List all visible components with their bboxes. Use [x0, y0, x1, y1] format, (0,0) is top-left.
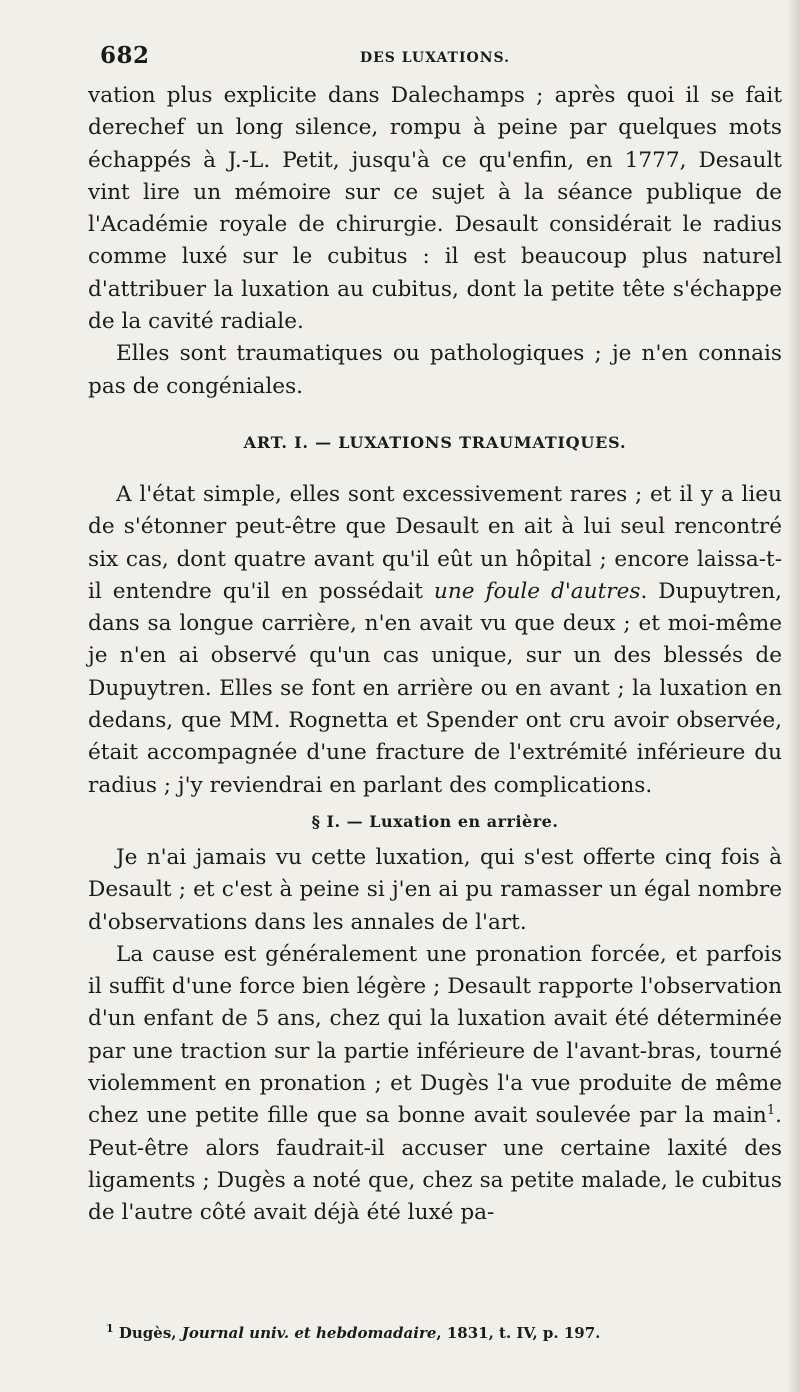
book-page — [88, 0, 782, 1392]
paragraph-simple-state — [88, 479, 782, 802]
article-heading: ART. I. — LUXATIONS TRAUMATIQUES. — [243, 432, 627, 452]
running-title: DES LUXATIONS. — [360, 50, 510, 66]
footnote-reference: 1 — [766, 1103, 776, 1119]
scan-shadow — [786, 0, 800, 1392]
footnote — [106, 1318, 766, 1344]
paragraph-text: A l'état simple, elles sont excessivement rares ; et il y a lieu de s'étonner peut-être que Desault en ait à lui seul rencontré six cas, dont quatre avant qu'il eût un hôpital ; encore laissa-t-il entendre qu'il en possédait — [88, 481, 782, 604]
footnote-details: , 1831, t. IV, p. 197. — [436, 1324, 601, 1342]
page-number: 682 — [100, 42, 150, 69]
footnote-author: Dugès, — [113, 1324, 182, 1342]
paragraph-continuation: vation plus explicite dans Dalechamps ; après quoi il se fait derechef un long silence, rompu à peine par quelques mots échappés à J.-L. Petit, jusqu'à ce qu'enfin, en 1777, Desault vint lire un mémoire sur ce sujet à la séance publique de l'Académie royale de chirurgie. Desault considérait le radius comme luxé sur le cubitus : il est beaucoup plus naturel d'attribuer la luxation au cubitus, dont la petite tête s'échappe de la cavité radiale. — [88, 83, 782, 335]
paragraph-desault: Je n'ai jamais vu cette luxation, qui s'est offerte cinq fois à Desault ; et c'est à peine si j'en ai pu ramasser un égal nombre d'observations dans les annales de l'art. — [88, 844, 782, 935]
paragraph-text: La cause est généralement une pronation forcée, et parfois il suffit d'une force bien légère ; Desault rapporte l'observation d'un enfant de 5 ans, chez qui la luxation avait été déterminée par une traction sur la partie inférieure de l'avant-bras, tourné violemment en pronation ; et Dugès l'a vue produite de même chez une petite fille que sa bonne avait soulevée par la main — [88, 941, 782, 1129]
footnote-marker: 1 — [106, 1322, 114, 1335]
running-head — [88, 42, 782, 72]
paragraph-types: Elles sont traumatiques ou pathologiques ; je n'en connais pas de congéniales. — [88, 341, 782, 399]
body-text — [88, 80, 782, 1230]
paragraph-text: . Peut-être alors faudrait-il accuser une certaine laxité des ligaments ; Dugès a noté que, chez sa petite malade, le cubitus de l'autre côté avait déjà été luxé pa- — [88, 1103, 782, 1226]
paragraph-cause — [88, 939, 782, 1230]
italic-phrase: une foule d'autres — [433, 578, 641, 604]
section-heading: § I. — Luxation en arrière. — [311, 811, 559, 831]
paragraph-text: . Dupuytren, dans sa longue carrière, n'en avait vu que deux ; et moi-même je n'en ai observé qu'un cas unique, sur un des blessés de Dupuytren. Elles se font en arrière ou en avant ; la luxation en dedans, que MM. Rognetta et Spender ont cru avoir observée, était accompagnée d'une fracture de l'extrémité inférieure du radius ; j'y reviendrai en parlant des complications. — [88, 578, 782, 798]
footnote-journal: Journal univ. et hebdomadaire — [181, 1324, 437, 1342]
